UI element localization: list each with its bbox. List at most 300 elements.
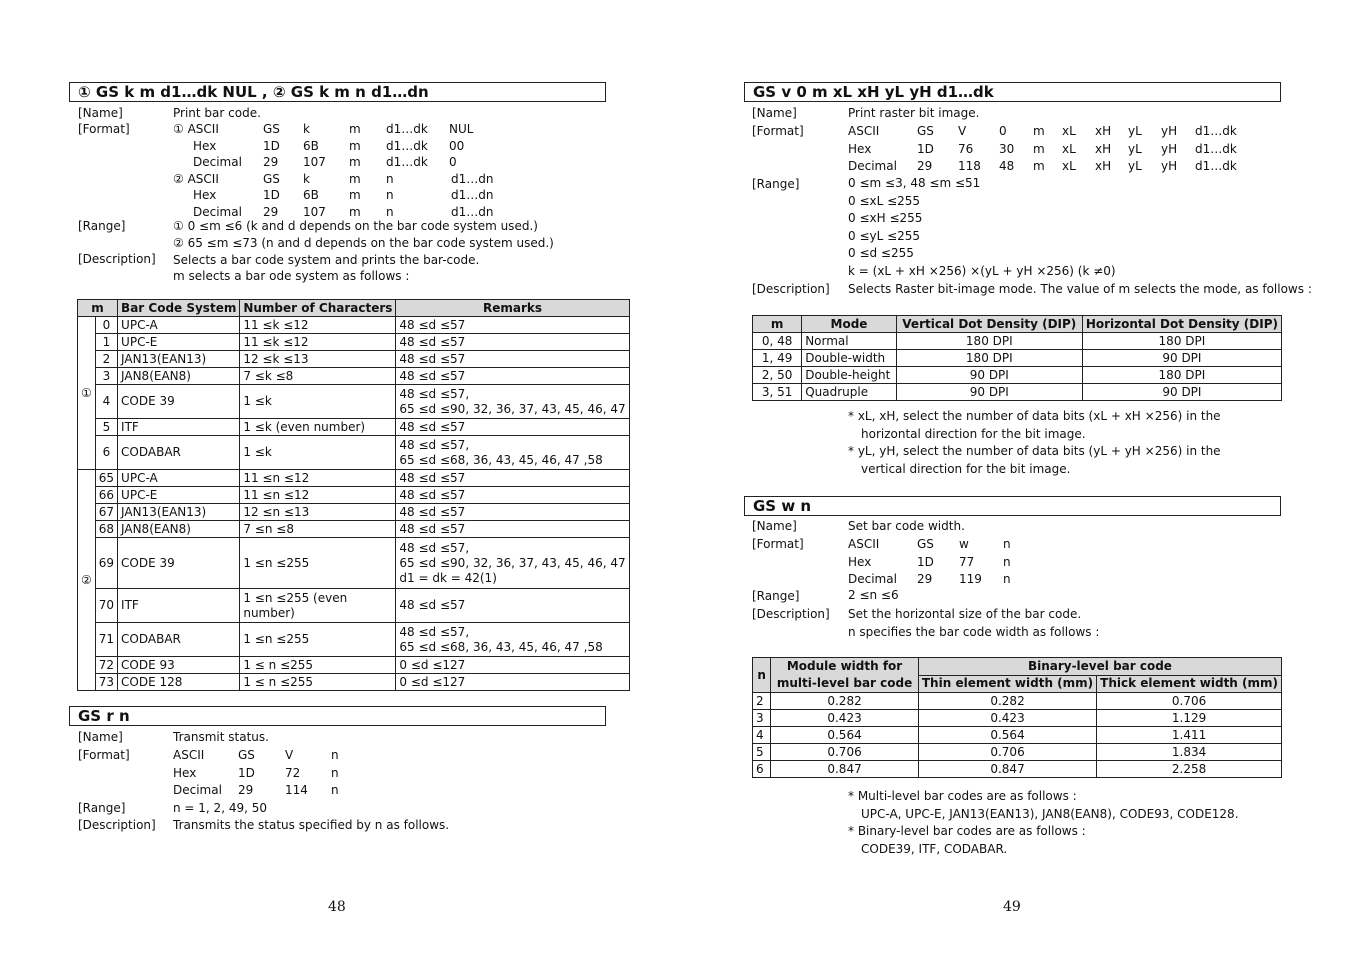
note-line: * Binary-level bar codes are as follows : [848,824,1086,838]
format-cell: m [1033,141,1045,156]
format-cell: 29 [263,204,279,219]
col-header-module-line1: Module width for [786,659,903,673]
format-cell: 119 [959,572,982,586]
table-row [753,367,1282,384]
gsr-range-label: [Range] [78,801,126,815]
cell-m: 71 [95,623,117,657]
cell-vertical: 180 DPI [896,350,1082,367]
cell-mode: Double-width [802,350,897,367]
cell-n: 4 [753,727,771,744]
note-line: horizontal direction for the bit image. [861,426,1086,441]
cell-remarks [396,657,629,674]
cell-m: 3 [95,368,117,385]
cell-chars: 11 ≤k ≤12 [240,334,396,351]
gsw-desc-label: [Description] [752,607,830,621]
cell-remarks [396,538,629,589]
cell-m: 1, 49 [753,350,802,367]
format-cell: ① ASCII [173,122,219,136]
format-cell: Decimal [193,155,242,169]
cell-module: 0.564 [771,727,919,744]
cell-vertical: 90 DPI [896,367,1082,384]
gsk-desc-label: [Description] [78,252,156,266]
cell-chars: 7 ≤n ≤8 [240,521,396,538]
table-row [78,657,630,674]
cell-module: 0.706 [771,744,919,761]
format-cell: m [349,155,361,169]
cell-chars: 12 ≤n ≤13 [240,504,396,521]
format-cell: n [1003,572,1011,586]
table-row [78,334,630,351]
format-cell: yH [1161,141,1178,156]
format-cell: V [958,124,967,138]
format-cell: Hex [193,188,217,202]
format-cell: ASCII [848,537,880,551]
remark-line: 48 ≤d ≤57, [399,624,470,639]
page-number-right: 49 [1003,899,1021,915]
col-header-m: m [78,300,118,317]
gsv-range-line: k = (xL + xH ×256) ×(yL + yH ×256) (k ≠0) [848,263,1116,278]
gsv-range-line: 0 ≤d ≤255 [848,246,914,260]
gsw-title: GS w n [744,496,1281,516]
table-row [753,333,1282,350]
remark-line: 48 ≤d ≤57 [399,487,466,502]
gsk-range-label: [Range] [78,219,126,233]
table-row [78,368,630,385]
cell-chars: 11 ≤k ≤12 [240,317,396,334]
table-row [78,487,630,504]
barcode-width-table [752,657,1282,778]
format-cell: yL [1128,159,1142,173]
cell-horizontal: 90 DPI [1082,350,1281,367]
remark-line: 0 ≤d ≤127 [399,657,466,672]
remark-line: 48 ≤d ≤57 [399,419,466,434]
format-cell: k [303,171,310,186]
format-cell: m [1033,124,1045,138]
gsr-desc: Transmits the status specified by n as follows. [173,818,450,832]
format-cell: Decimal [193,204,242,219]
format-cell: Hex [173,765,197,780]
format-cell: n [386,171,394,186]
remark-line: 48 ≤d ≤57, [399,540,470,555]
gsv-desc-label: [Description] [752,282,830,296]
cell-m: 2 [95,351,117,368]
format-cell: n [1003,537,1011,551]
format-cell: 48 [999,159,1015,173]
format-cell: Hex [193,138,217,153]
cell-module: 0.847 [771,761,919,778]
gsv-range-line: 0 ≤yL ≤255 [848,228,921,243]
cell-system: UPC-E [118,487,240,504]
cell-remarks [396,385,629,419]
table-row [78,521,630,538]
format-cell: m [349,138,361,153]
format-cell: ASCII [848,124,880,138]
format-cell: n [386,188,394,202]
gsr-name-label: [Name] [78,730,123,744]
gsw-name-label: [Name] [752,519,797,533]
gsv-range-line: 0 ≤m ≤3, 48 ≤m ≤51 [848,176,981,190]
gsv-title: GS v 0 m xL xH yL yH d1…dk [744,82,1281,102]
format-cell: 1D [917,141,934,156]
gsr-title: GS r n [69,706,606,726]
cell-m: 70 [95,589,117,623]
cell-system: CODE 39 [118,385,240,419]
format-cell: m [349,122,361,136]
format-cell: NUL [449,122,474,136]
cell-chars: 1 ≤k [240,436,396,470]
gsr-desc-label: [Description] [78,818,156,832]
cell-chars: 1 ≤k [240,385,396,419]
format-cell: Decimal [173,783,222,797]
format-cell: yL [1128,124,1142,138]
format-cell: 0 [999,124,1007,138]
gsk-title: ① GS k m d1…dk NUL , ② GS k m n d1…dn [69,82,606,102]
gsk-name: Print bar code. [173,106,261,120]
format-cell: d1…dk [1195,141,1237,156]
gsv-name: Print raster bit image. [848,106,980,120]
cell-remarks [396,470,629,487]
format-cell: yL [1128,141,1142,156]
format-cell: 107 [303,155,326,169]
remark-line: d1 = dk = 42(1) [399,570,497,585]
cell-module: 0.423 [771,710,919,727]
cell-m: 65 [95,470,117,487]
format-cell: GS [238,748,255,762]
remark-line: 65 ≤d ≤90, 32, 36, 37, 43, 45, 46, 47 [399,401,626,416]
remark-line: 48 ≤d ≤57 [399,334,466,349]
cell-system: CODE 128 [118,674,240,691]
format-cell: GS [263,122,280,136]
note-line: CODE39, ITF, CODABAR. [861,841,1008,856]
remark-line: 48 ≤d ≤57 [399,351,466,366]
cell-system: JAN8(EAN8) [118,521,240,538]
cell-remarks [396,436,629,470]
cell-m: 66 [95,487,117,504]
cell-chars: 1 ≤k (even number) [240,419,396,436]
cell-remarks [396,487,629,504]
gsk-desc-2: m selects a bar ode system as follows : [173,269,410,283]
gsk-desc-1: Selects a bar code system and prints the bar-code. [173,253,480,267]
remark-line: 48 ≤d ≤57 [399,521,466,536]
format-cell: 30 [999,141,1015,156]
table-row [78,538,630,589]
format-cell: n [331,748,339,762]
format-cell: m [1033,159,1045,173]
cell-chars: 12 ≤k ≤13 [240,351,396,368]
format-cell: d1…dn [451,188,494,202]
cell-m: 2, 50 [753,367,802,384]
table-row [78,419,630,436]
cell-n: 3 [753,710,771,727]
gsw-desc-1: Set the horizontal size of the bar code. [848,607,1082,621]
cell-mode: Quadruple [802,384,897,401]
format-cell: Hex [848,141,872,156]
page-number-left: 48 [328,899,346,915]
format-cell: xH [1095,124,1112,138]
cell-remarks [396,317,629,334]
cell-system: JAN13(EAN13) [118,504,240,521]
raster-mode-table [752,315,1282,401]
format-cell: Decimal [848,572,897,586]
format-cell: d1…dk [1195,159,1237,173]
format-cell: n [386,204,394,219]
table-row [753,710,1282,727]
format-cell: d1…dk [1195,124,1237,138]
cell-thick: 2.258 [1097,761,1282,778]
cell-module: 0.282 [771,693,919,710]
cell-thick: 0.706 [1097,693,1282,710]
format-cell: ASCII [173,748,205,762]
format-cell: GS [917,537,934,551]
cell-remarks [396,419,629,436]
gsk-format-label: [Format] [78,122,130,136]
cell-vertical: 180 DPI [896,333,1082,350]
col-header-chars: Number of Characters [240,300,396,317]
cell-m: 73 [95,674,117,691]
cell-remarks [396,521,629,538]
format-cell: k [303,122,310,136]
format-cell: m [349,188,361,202]
cell-mode: Normal [802,333,897,350]
cell-m: 68 [95,521,117,538]
cell-chars: 1 ≤ n ≤255 [240,674,396,691]
col-header-thin: Thin element width (mm) [918,675,1096,693]
format-cell: 6B [303,188,319,202]
cell-m: 69 [95,538,117,589]
format-cell: xL [1062,141,1076,156]
format-cell: d1…dk [386,138,428,153]
note-line: * Multi-level bar codes are as follows : [848,789,1077,803]
table-row [78,436,630,470]
col-header-horizontal: Horizontal Dot Density (DIP) [1082,316,1281,333]
gsw-desc-2: n specifies the bar code width as follows : [848,625,1100,639]
format-cell: 77 [959,554,975,569]
cell-chars: 11 ≤n ≤12 [240,487,396,504]
table-row [78,351,630,368]
group-marker: ② [78,470,96,691]
gsr-format-label: [Format] [78,748,130,762]
cell-system: CODABAR [118,623,240,657]
gsv-range-line: 0 ≤xL ≤255 [848,193,921,208]
gsr-range: n = 1, 2, 49, 50 [173,801,267,815]
format-cell: 1D [263,138,280,153]
remark-line: 65 ≤d ≤68, 36, 43, 45, 46, 47 ,58 [399,452,603,467]
format-cell: w [959,537,969,551]
format-cell: d1…dk [386,122,428,136]
format-cell: m [349,204,361,219]
cell-system: ITF [118,419,240,436]
cell-thick: 1.129 [1097,710,1282,727]
remark-line: 48 ≤d ≤57, [399,437,470,452]
format-cell: 72 [285,765,301,780]
cell-thick: 1.411 [1097,727,1282,744]
format-cell: xL [1062,159,1076,173]
format-cell: yH [1161,124,1178,138]
col-header-thick: Thick element width (mm) [1097,675,1282,693]
table-row [78,385,630,419]
col-header-remarks: Remarks [396,300,629,317]
cell-thin: 0.423 [918,710,1096,727]
format-cell: 107 [303,204,326,219]
remark-line: 48 ≤d ≤57 [399,317,466,332]
table-row [78,674,630,691]
format-cell: 118 [958,159,981,173]
format-cell: yH [1161,159,1178,173]
remark-line: 48 ≤d ≤57 [399,504,466,519]
cell-remarks [396,589,629,623]
col-header-module [771,658,919,693]
cell-m: 67 [95,504,117,521]
format-cell: n [331,765,339,780]
table-row [78,623,630,657]
format-cell: Decimal [848,159,897,173]
format-cell: m [349,171,361,186]
cell-m: 4 [95,385,117,419]
cell-thick: 1.834 [1097,744,1282,761]
note-line: * xL, xH, select the number of data bits (xL + xH ×256) in the [848,409,1221,423]
format-cell: 00 [449,138,465,153]
table-row [78,589,630,623]
gsw-name: Set bar code width. [848,519,965,533]
group-marker: ① [78,317,96,470]
remark-line: 65 ≤d ≤90, 32, 36, 37, 43, 45, 46, 47 [399,555,626,570]
remark-line: 65 ≤d ≤68, 36, 43, 45, 46, 47 ,58 [399,639,603,654]
format-cell: d1…dn [451,171,494,186]
format-cell: 1D [917,554,934,569]
format-cell: 29 [263,155,279,169]
format-cell: V [285,748,294,762]
barcode-system-table [77,299,630,691]
cell-m: 0 [95,317,117,334]
cell-remarks [396,351,629,368]
col-header-binary: Binary-level bar code [918,658,1281,676]
format-cell: d1…dk [386,155,428,169]
format-cell: ② ASCII [173,171,219,186]
col-header-mode: Mode [802,316,897,333]
cell-m: 3, 51 [753,384,802,401]
cell-remarks [396,504,629,521]
note-line: UPC-A, UPC-E, JAN13(EAN13), JAN8(EAN8), CODE93, CODE128. [861,806,1239,821]
note-line: vertical direction for the bit image. [861,461,1071,476]
cell-thin: 0.706 [918,744,1096,761]
col-header-vertical: Vertical Dot Density (DIP) [896,316,1082,333]
gsw-format-label: [Format] [752,537,804,551]
format-cell: 0 [449,155,457,169]
table-row [78,470,630,487]
cell-horizontal: 90 DPI [1082,384,1281,401]
col-header-m: m [753,316,802,333]
gsv-range-label: [Range] [752,177,800,191]
cell-system: UPC-A [118,317,240,334]
cell-chars: 1 ≤n ≤255 (even number) [240,589,396,623]
cell-n: 6 [753,761,771,778]
gsv-range-line: 0 ≤xH ≤255 [848,211,923,225]
cell-chars: 1 ≤n ≤255 [240,538,396,589]
table-row [753,350,1282,367]
cell-remarks [396,623,629,657]
note-line: * yL, yH, select the number of data bits (yL + yH ×256) in the [848,444,1221,458]
cell-system: UPC-E [118,334,240,351]
format-cell: 76 [958,141,974,156]
col-header-system: Bar Code System [118,300,240,317]
gsv-name-label: [Name] [752,106,797,120]
format-cell: n [331,783,339,797]
format-cell: d1…dn [451,204,494,219]
format-cell: 29 [238,783,254,797]
cell-system: JAN13(EAN13) [118,351,240,368]
cell-system: CODE 93 [118,657,240,674]
col-header-module-line2: multi-level bar code [776,676,913,690]
table-row [753,727,1282,744]
cell-system: CODE 39 [118,538,240,589]
gsw-range: 2 ≤n ≤6 [848,588,899,602]
cell-system: ITF [118,589,240,623]
format-cell: n [1003,554,1011,569]
cell-chars: 11 ≤n ≤12 [240,470,396,487]
col-header-n: n [753,658,771,693]
gsv-format-label: [Format] [752,124,804,138]
cell-remarks [396,674,629,691]
format-cell: 29 [917,572,933,586]
cell-mode: Double-height [802,367,897,384]
format-cell: 1D [263,188,280,202]
table-row [78,317,630,334]
cell-thin: 0.847 [918,761,1096,778]
table-row [78,504,630,521]
format-cell: xL [1062,124,1076,138]
remark-line: 48 ≤d ≤57, [399,386,470,401]
format-cell: 29 [917,159,933,173]
remark-line: 48 ≤d ≤57 [399,470,466,485]
cell-n: 2 [753,693,771,710]
format-cell: 114 [285,783,308,797]
gsk-name-label: [Name] [78,106,123,120]
table-row [753,384,1282,401]
format-cell: 6B [303,138,319,153]
cell-remarks [396,334,629,351]
cell-system: CODABAR [118,436,240,470]
remark-line: 0 ≤d ≤127 [399,674,466,689]
cell-thin: 0.564 [918,727,1096,744]
cell-chars: 1 ≤n ≤255 [240,623,396,657]
format-cell: xH [1095,159,1112,173]
cell-horizontal: 180 DPI [1082,333,1281,350]
gsr-name: Transmit status. [173,730,269,744]
table-row [753,693,1282,710]
cell-m: 6 [95,436,117,470]
cell-n: 5 [753,744,771,761]
cell-vertical: 90 DPI [896,384,1082,401]
cell-system: JAN8(EAN8) [118,368,240,385]
gsk-range-1: ① 0 ≤m ≤6 (k and d depends on the bar code system used.) [173,219,538,233]
table-row [753,744,1282,761]
gsw-range-label: [Range] [752,589,800,603]
gsv-desc: Selects Raster bit-image mode. The value of m selects the mode, as follows : [848,282,1312,296]
format-cell: GS [263,171,280,186]
remark-line: 48 ≤d ≤57 [399,368,466,383]
cell-horizontal: 180 DPI [1082,367,1281,384]
cell-m: 5 [95,419,117,436]
cell-remarks [396,368,629,385]
format-cell: GS [917,124,934,138]
cell-m: 72 [95,657,117,674]
cell-m: 0, 48 [753,333,802,350]
cell-chars: 1 ≤ n ≤255 [240,657,396,674]
cell-thin: 0.282 [918,693,1096,710]
format-cell: Hex [848,554,872,569]
cell-m: 1 [95,334,117,351]
format-cell: xH [1095,141,1112,156]
